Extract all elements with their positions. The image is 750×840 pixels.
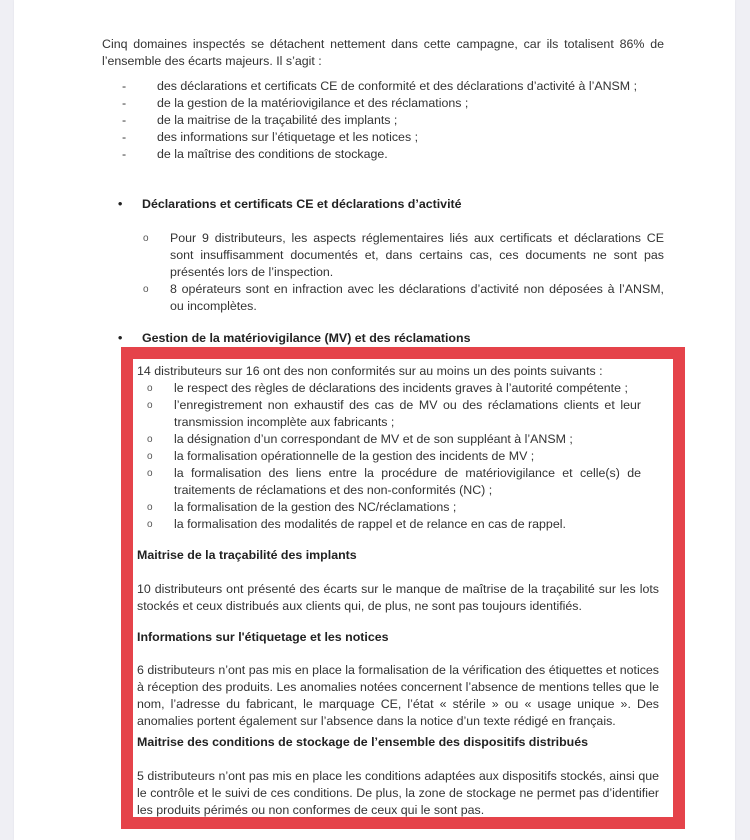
document-page	[14, 0, 735, 840]
highlight-box	[121, 347, 685, 829]
materiovigilance-list	[137, 380, 641, 533]
section-heading-declarations: • Déclarations et certificats CE et déclarations d’activité	[118, 197, 462, 211]
domains-list	[102, 78, 662, 163]
stockage-paragraph: 5 distributeurs n’ont pas mis en place les conditions adaptées aux dispositifs stockés, ainsi que le contrôle et le suivi de ces conditions. De plus, la zone de stockage ne permet pas d’identifier les produits périmés ou non conformes de ceux qui le sont pas.	[137, 769, 659, 817]
etiquetage-paragraph: 6 distributeurs n’ont pas mis en place la formalisation de la vérification des étiquettes et notices à réception des produits. Les anomalies notées concernent l’absence de mentions telles que le nom, l’adresse du fabricant, le marquage CE, l’état « stérile » ou « usage unique ». Des anomalies portent également sur l’absence dans la notice d’un texte rédigé en français.	[137, 663, 659, 728]
section-heading-stockage: Maitrise des conditions de stockage de l’ensemble des dispositifs distribués	[137, 735, 589, 749]
materiovigilance-lead: 14 distributeurs sur 16 ont des non conformités sur au moins un des points suivants :	[137, 364, 603, 378]
bullet-marker: •	[118, 197, 123, 211]
list-item: o Pour 9 distributeurs, les aspects réglementaires liés aux certificats et déclarations CE sont insuffisamment documentés et, dans certains cas, ces documents ne sont pas présentés lors de l’inspection.	[143, 231, 664, 279]
circle-marker: o	[147, 451, 153, 462]
list-item: - de la maitrise de la traçabilité des implants ;	[122, 113, 398, 127]
circle-marker: o	[143, 284, 149, 295]
intro-line-1: Cinq domaines inspectés se détachent nettement dans cette campagne, car ils totalisent 86% de	[102, 37, 664, 51]
list-item: - de la maîtrise des conditions de stockage.	[122, 147, 388, 161]
circle-marker: o	[147, 519, 153, 530]
list-item: o 8 opérateurs sont en infraction avec les déclarations d’activité non déposées à l’ANSM, ou incomplètes.	[143, 282, 664, 313]
list-item: - des déclarations et certificats CE de conformité et des déclarations d’activité à l’ANSM ;	[122, 79, 638, 93]
section-heading-tracabilite: Maitrise de la traçabilité des implants	[137, 548, 357, 562]
list-item: o la formalisation de la gestion des NC/réclamations ;	[147, 500, 457, 514]
circle-marker: o	[143, 233, 149, 244]
bullet-marker: •	[118, 331, 123, 345]
declarations-list	[133, 230, 664, 315]
circle-marker: o	[147, 400, 153, 411]
section-heading-etiquetage: Informations sur l'étiquetage et les notices	[137, 630, 389, 644]
circle-marker: o	[147, 502, 153, 513]
dash-marker: -	[122, 79, 127, 93]
dash-marker: -	[122, 113, 127, 127]
list-item: - des informations sur l’étiquetage et les notices ;	[122, 130, 419, 144]
list-item: o l’enregistrement non exhaustif des cas de MV ou des réclamations clients et leur transmission incomplète aux fabricants ;	[147, 398, 641, 429]
circle-marker: o	[147, 468, 153, 479]
dash-marker: -	[122, 96, 127, 110]
dash-marker: -	[122, 130, 127, 144]
circle-marker: o	[147, 434, 153, 445]
list-item: o la désignation d’un correspondant de MV et de son suppléant à l’ANSM ;	[147, 432, 573, 446]
intro-line-2: l’ensemble des écarts majeurs. Il s’agit :	[102, 54, 322, 68]
tracabilite-paragraph: 10 distributeurs ont présenté des écarts sur le manque de maîtrise de la traçabilité sur les lots stockés et ceux distribués aux clients qui, de plus, ne sont pas toujours identifiés.	[137, 582, 659, 613]
dash-marker: -	[122, 147, 127, 161]
list-item: - de la gestion de la matériovigilance et des réclamations ;	[122, 96, 469, 110]
circle-marker: o	[147, 383, 153, 394]
intro-paragraph	[102, 36, 664, 70]
list-item: o la formalisation des modalités de rappel et de relance en cas de rappel.	[147, 517, 566, 531]
list-item: o le respect des règles de déclarations des incidents graves à l’autorité compétente ;	[147, 381, 628, 395]
list-item: o la formalisation des liens entre la procédure de matériovigilance et celle(s) de traitements de réclamations et des non-conformités (NC) ;	[147, 466, 641, 497]
list-item: o la formalisation opérationnelle de la gestion des incidents de MV ;	[147, 449, 535, 463]
section-heading-materiovigilance: • Gestion de la matériovigilance (MV) et des réclamations	[118, 331, 471, 345]
